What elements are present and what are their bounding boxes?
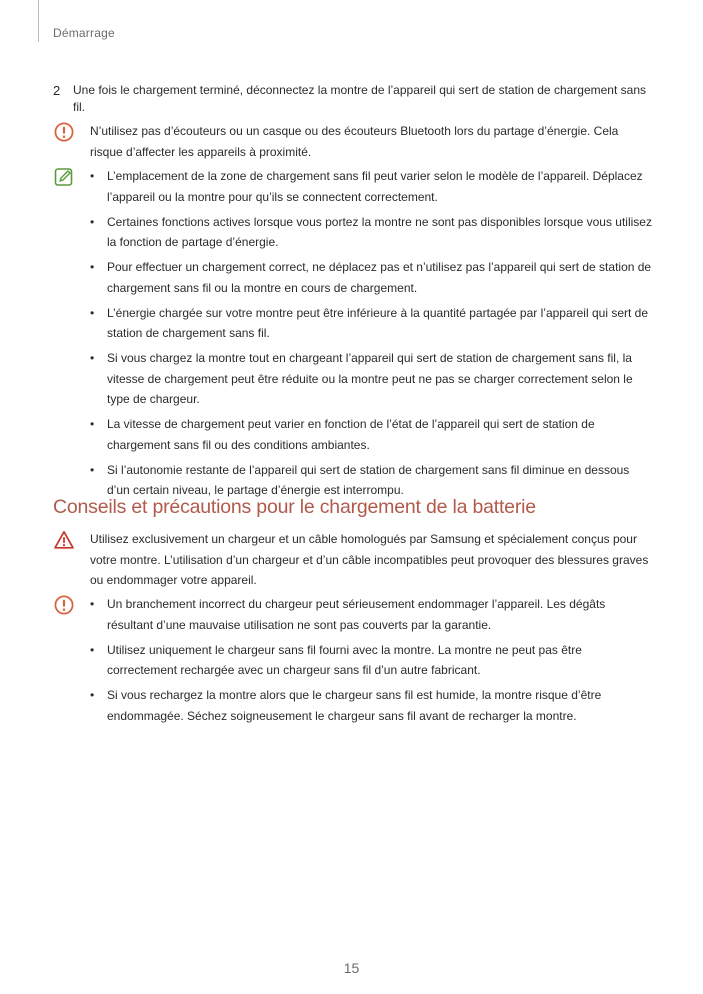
list-item: • Certaines fonctions actives lorsque vous portez la montre ne sont pas disponibles lorsque vous utilisez la fonction de partage d’énergie.	[90, 212, 653, 253]
section-heading: Conseils et précautions pour le chargement de la batterie	[53, 496, 536, 518]
list-item: • Si l’autonomie restante de l’appareil qui sert de station de chargement sans fil diminue en dessous d’un certain niveau, le partage d’énergie est interrompu.	[90, 460, 653, 501]
step-2-text: Une fois le chargement terminé, déconnectez la montre de l’appareil qui sert de station de chargement sans fil.	[73, 83, 646, 114]
caution-block-charger	[53, 594, 653, 731]
caution-notice-power-share	[53, 121, 653, 162]
page-number: 15	[343, 960, 360, 976]
step-number: 2	[53, 83, 61, 98]
list-item: • L’énergie chargée sur votre montre peut être inférieure à la quantité partagée par l’appareil qui sert de station de chargement sans fil.	[90, 303, 653, 344]
warning-triangle-icon	[53, 529, 75, 551]
caution-icon	[53, 121, 75, 143]
list-item: • Pour effectuer un chargement correct, ne déplacez pas et n’utilisez pas l’appareil qui sert de station de chargement sans fil ou la montre en cours de chargement.	[90, 257, 653, 298]
warning-block	[53, 529, 653, 591]
list-item: • La vitesse de chargement peut varier en fonction de l’état de l’appareil qui sert de station de chargement sans fil ou des conditions ambiantes.	[90, 414, 653, 455]
list-item: • Si vous chargez la montre tout en chargeant l’appareil qui sert de station de chargement sans fil, la vitesse de chargement peut être réduite ou la montre peut ne pas se charger correctement selon le type de chargeur.	[90, 348, 653, 410]
running-header: Démarrage	[53, 26, 115, 40]
list-item: • Si vous rechargez la montre alors que le chargeur sans fil est humide, la montre risque d’être endommagée. Séchez soigneusement le chargeur sans fil avant de recharger la montre.	[90, 685, 653, 726]
note-list	[90, 166, 653, 501]
note-pencil-icon	[53, 166, 75, 188]
list-item: • L’emplacement de la zone de chargement sans fil peut varier selon le modèle de l’appareil. Déplacez l’appareil ou la montre pour qu’ils se connectent correctement.	[90, 166, 653, 207]
list-item: • Un branchement incorrect du chargeur peut sérieusement endommager l’appareil. Les dégâts résultant d’une mauvaise utilisation ne sont pas couverts par la garantie.	[90, 594, 653, 635]
warning-text: Utilisez exclusivement un chargeur et un câble homologués par Samsung et spécialement conçus pour votre montre. L’utilisation d’un chargeur et d’un câble incompatibles peut provoquer des blessures graves ou endommager votre appareil.	[90, 532, 649, 587]
caution-list	[90, 594, 653, 726]
header-divider	[38, 0, 39, 42]
step-2	[53, 82, 653, 116]
list-item: • Utilisez uniquement le chargeur sans fil fourni avec la montre. La montre ne peut pas être correctement rechargée avec un chargeur sans fil d’un autre fabricant.	[90, 640, 653, 681]
note-block	[53, 166, 653, 505]
caution-text: N’utilisez pas d’écouteurs ou un casque ou des écouteurs Bluetooth lors du partage d’énergie. Cela risque d’affecter les appareils à proximité.	[90, 124, 619, 159]
caution-icon	[53, 594, 75, 616]
